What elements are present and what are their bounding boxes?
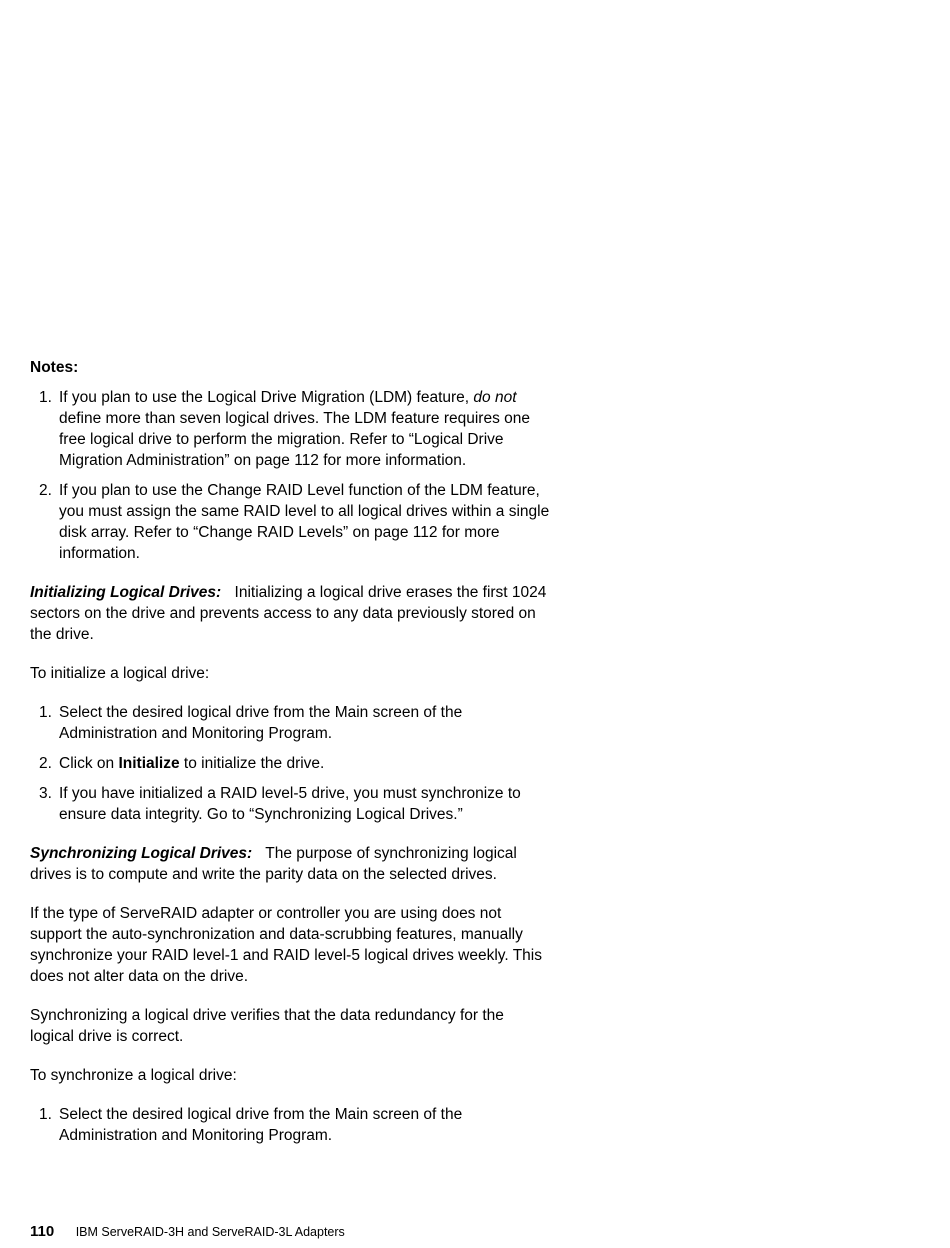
notes-list xyxy=(30,387,550,564)
step-text: Select the desired logical drive from the Main screen of the Administration and Monitoring Program. xyxy=(59,1106,463,1144)
note-text: If you plan to use the Change RAID Level function of the LDM feature, you must assign the same RAID level to all logical drives within a single disk array. Refer to “Change RAID Levels” on page 112 for more information. xyxy=(59,482,550,562)
initializing-text: Initializing a logical drive erases the first 1024 sectors on the drive and prevents access to any data previously stored on the drive. xyxy=(30,584,547,643)
step-item xyxy=(30,753,550,774)
step-item xyxy=(30,1104,550,1146)
note-item xyxy=(30,480,550,564)
note-emphasis: do not xyxy=(473,389,517,406)
step-number: 3. xyxy=(39,785,52,802)
note-number: 2. xyxy=(39,482,52,499)
page-content xyxy=(30,357,550,1155)
note-text-pre: If you plan to use the Logical Drive Migration (LDM) feature, xyxy=(59,389,470,406)
initialize-command: Initialize xyxy=(118,755,180,772)
step-number: 2. xyxy=(39,755,52,772)
synchronizing-paragraph-2: If the type of ServeRAID adapter or controller you are using does not support the auto-synchronization and data-scrubbing features, manually synchronize your RAID level-1 and RAID level-5 logical drives weekly. This does not alter data on the drive. xyxy=(30,905,542,985)
notes-heading: Notes: xyxy=(30,359,79,376)
footer-title: IBM ServeRAID-3H and ServeRAID-3L Adapters xyxy=(75,1225,345,1239)
initializing-paragraph xyxy=(30,582,550,645)
initializing-heading: Initializing Logical Drives: xyxy=(30,584,222,601)
note-item xyxy=(30,387,550,471)
synchronize-intro: To synchronize a logical drive: xyxy=(30,1067,237,1084)
step-text-pre: Click on xyxy=(59,755,115,772)
step-text: If you have initialized a RAID level-5 drive, you must synchronize to ensure data integrity. Go to “Synchronizing Logical Drives.” xyxy=(59,785,521,823)
step-number: 1. xyxy=(39,704,52,721)
note-text-post: define more than seven logical drives. The LDM feature requires one free logical drive to perform the migration. Refer to “Logical Drive Migration Administration” on page 112 for more information. xyxy=(59,410,531,469)
synchronizing-paragraph-3: Synchronizing a logical drive verifies that the data redundancy for the logical drive is correct. xyxy=(30,1007,504,1045)
initialize-steps xyxy=(30,702,550,825)
step-text-post: to initialize the drive. xyxy=(183,755,325,772)
synchronizing-text: The purpose of synchronizing logical drives is to compute and write the parity data on the selected drives. xyxy=(30,845,517,883)
step-item xyxy=(30,783,550,825)
step-text: Select the desired logical drive from the Main screen of the Administration and Monitoring Program. xyxy=(59,704,463,742)
initialize-intro: To initialize a logical drive: xyxy=(30,665,210,682)
synchronizing-heading: Synchronizing Logical Drives: xyxy=(30,845,253,862)
page-footer xyxy=(30,1222,345,1242)
step-number: 1. xyxy=(39,1106,52,1123)
synchronizing-paragraph xyxy=(30,843,550,885)
step-item xyxy=(30,702,550,744)
page-number: 110 xyxy=(30,1223,55,1240)
note-number: 1. xyxy=(39,389,52,406)
synchronize-steps xyxy=(30,1104,550,1146)
